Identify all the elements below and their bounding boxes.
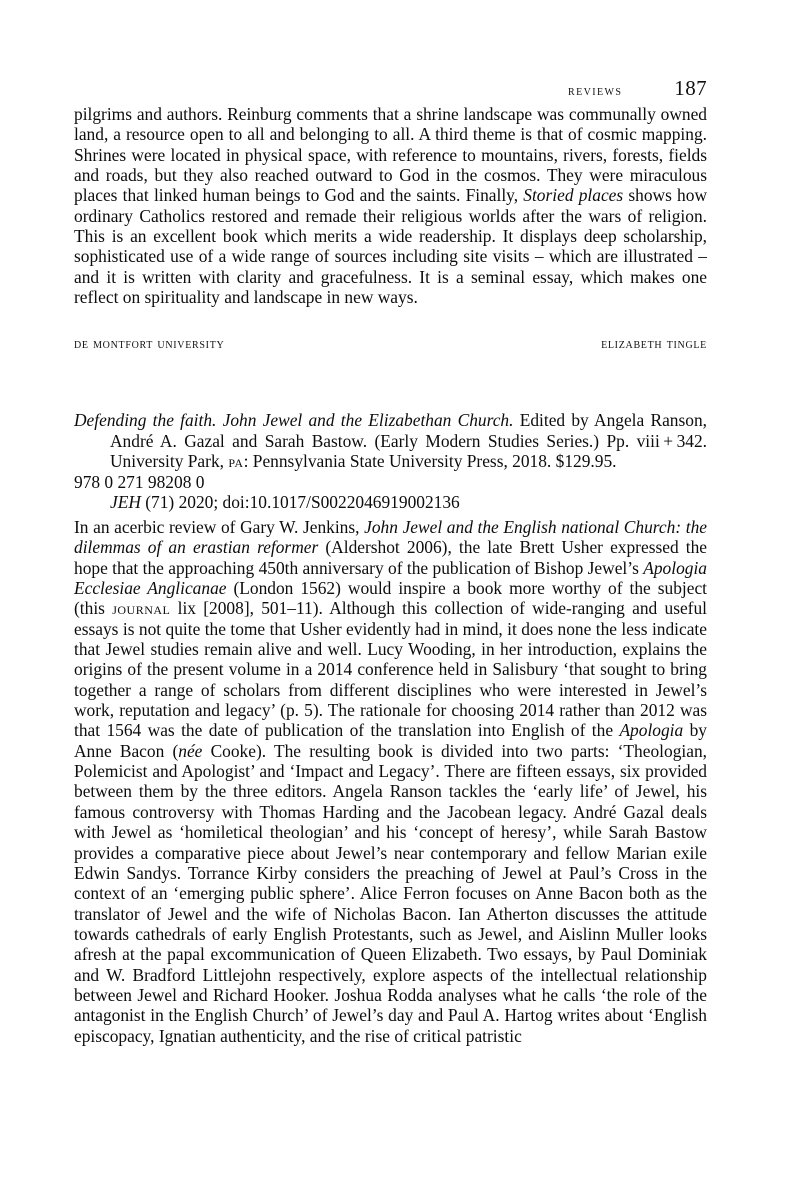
citation-main-line xyxy=(74,410,707,472)
review-one-text-part-2: shows how ordinary Catholics restored and remade their religious worlds after the wars of religion. This is an excellent book which merits a wide readership. It displays deep scholarship, sophisticated use of a wide range of sources including site visits – which are illustrated – and it is written with clarity and gracefulness. It is a seminal essay, which makes one reflect on spirituality and landscape in new ways. xyxy=(74,185,708,308)
citation-editors-imprint: Edited by Angela Ranson, André A. Gazal and Sarah Bastow. (Early Modern Studies Series.) Pp. viii + 342. University Park, xyxy=(110,410,707,472)
citation-isbn: 978 0 271 98208 0 xyxy=(74,471,205,492)
page-number: 187 xyxy=(674,76,707,100)
review-two-body xyxy=(74,517,707,1046)
review-two-text-s11: Cooke). The resulting book is divided into two parts: ‘Theologian, Polemicist and Apologist’ and ‘Impact and Legacy’. There are fifteen essays, six provided between them by the three editors. Angela Ranson tackles the ‘early life’ of Jewel, his famous controversy with Thomas Harding and the Jacobean legacy. André Gazal deals with Jewel as ‘homiletical theologian’ and his ‘concept of heresy’, while Sarah Bastow provides a comparative piece about Jewel’s near contemporary and fellow Marian exile Edwin Sandys. Torrance Kirby considers the preaching of Jewel at Paul’s Cross in the context of an ‘emerging public sphere’. Alice Ferron focuses on Anne Bacon both as the translator of Jewel and the wife of Nicholas Bacon. Ian Atherton discusses the attitude towards cathedrals of early English Protestants, such as Jewel, and Aislinn Muller looks afresh at the papal excommunication of Queen Elizabeth. Two essays, by Paul Dominiak and W. Bradford Littlejohn respectively, explore aspects of the intellectual relationship between Jewel and Richard Hooker. Joshua Rodda analyses what he calls ‘the role of the antagonist in the English Church’ of Jewel’s day and Paul A. Hartog writes about ‘English episcopacy, Ignatian authenticity, and the rise of critical patristic xyxy=(74,740,707,1046)
citation-doi-line xyxy=(74,492,707,513)
reviewer-affiliation: de montfort university xyxy=(74,336,225,352)
review-two-italic-jenkins-title: John Jewel and the English national Church: the dilemmas of an erastian reformer xyxy=(74,517,707,558)
review-two-text-s9: by Anne Bacon ( xyxy=(74,720,707,761)
book-citation xyxy=(74,410,707,513)
doi-text: (71) 2020; doi:10.1017/S0022046919002136 xyxy=(140,492,460,513)
review-one-byline xyxy=(74,336,707,353)
citation-title: Defending the faith. John Jewel and the Elizabethan Church. xyxy=(74,410,514,430)
review-one-body xyxy=(74,104,707,307)
review-two-text-s1: In an acerbic review of Gary W. Jenkins, xyxy=(74,517,365,537)
review-two-text-s5: (London 1562) would inspire a book more worthy of the subject (this xyxy=(74,578,708,619)
running-head-title: reviews xyxy=(568,83,623,99)
review-two-text-s7: lix [2008], 501–11). Although this collection of wide-ranging and useful essays is not quite the tome that Usher evidently had in mind, it does none the less indicate that Jewel studies remain alive and well. Lucy Wooding, in her introduction, explains the origins of the present volume in a 2014 conference held in Salisbury ‘that sought to bring together a range of scholars from different disciplines who were interested in Jewel’s work, reputation and legacy’ (p. 5). The rationale for choosing 2014 rather than 2012 was that 1564 was the date of publication of the translation into English of the xyxy=(74,598,707,741)
review-one-text-part-1: pilgrims and authors. Reinburg comments that a shrine landscape was communally owned land, a resource open to all and belonging to all. A third theme is that of cosmic mapping. Shrines were located in physical space, with reference to mountains, rivers, forests, fields and roads, but they also reached outward to God in the cosmos. They were miraculous places that linked human beings to God and the saints. Finally, xyxy=(74,104,707,206)
review-two-paragraph xyxy=(74,517,707,1046)
citation-publisher-price: : Pennsylvania State University Press, 2018. $129.95. xyxy=(243,451,617,472)
review-one-paragraph xyxy=(74,104,707,307)
review-two-italic-nee: née xyxy=(178,740,203,761)
citation-state-abbrev: pa xyxy=(228,451,244,472)
review-two-italic-apologia-full: Apologia Ecclesiae Anglicanae xyxy=(74,557,707,599)
running-head xyxy=(74,76,707,100)
journal-abbreviation: JEH xyxy=(110,492,141,513)
review-two-smallcaps-journal: journal xyxy=(112,598,171,619)
review-two-text-s3: (Aldershot 2006), the late Brett Usher expressed the hope that the approaching 450th anniversary of the publication of Bishop Jewel’s xyxy=(74,537,708,578)
review-two-italic-apologia-short: Apologia xyxy=(619,720,684,741)
review-one-italic-title: Storied places xyxy=(523,185,624,206)
reviewer-name: elizabeth tingle xyxy=(601,336,707,352)
